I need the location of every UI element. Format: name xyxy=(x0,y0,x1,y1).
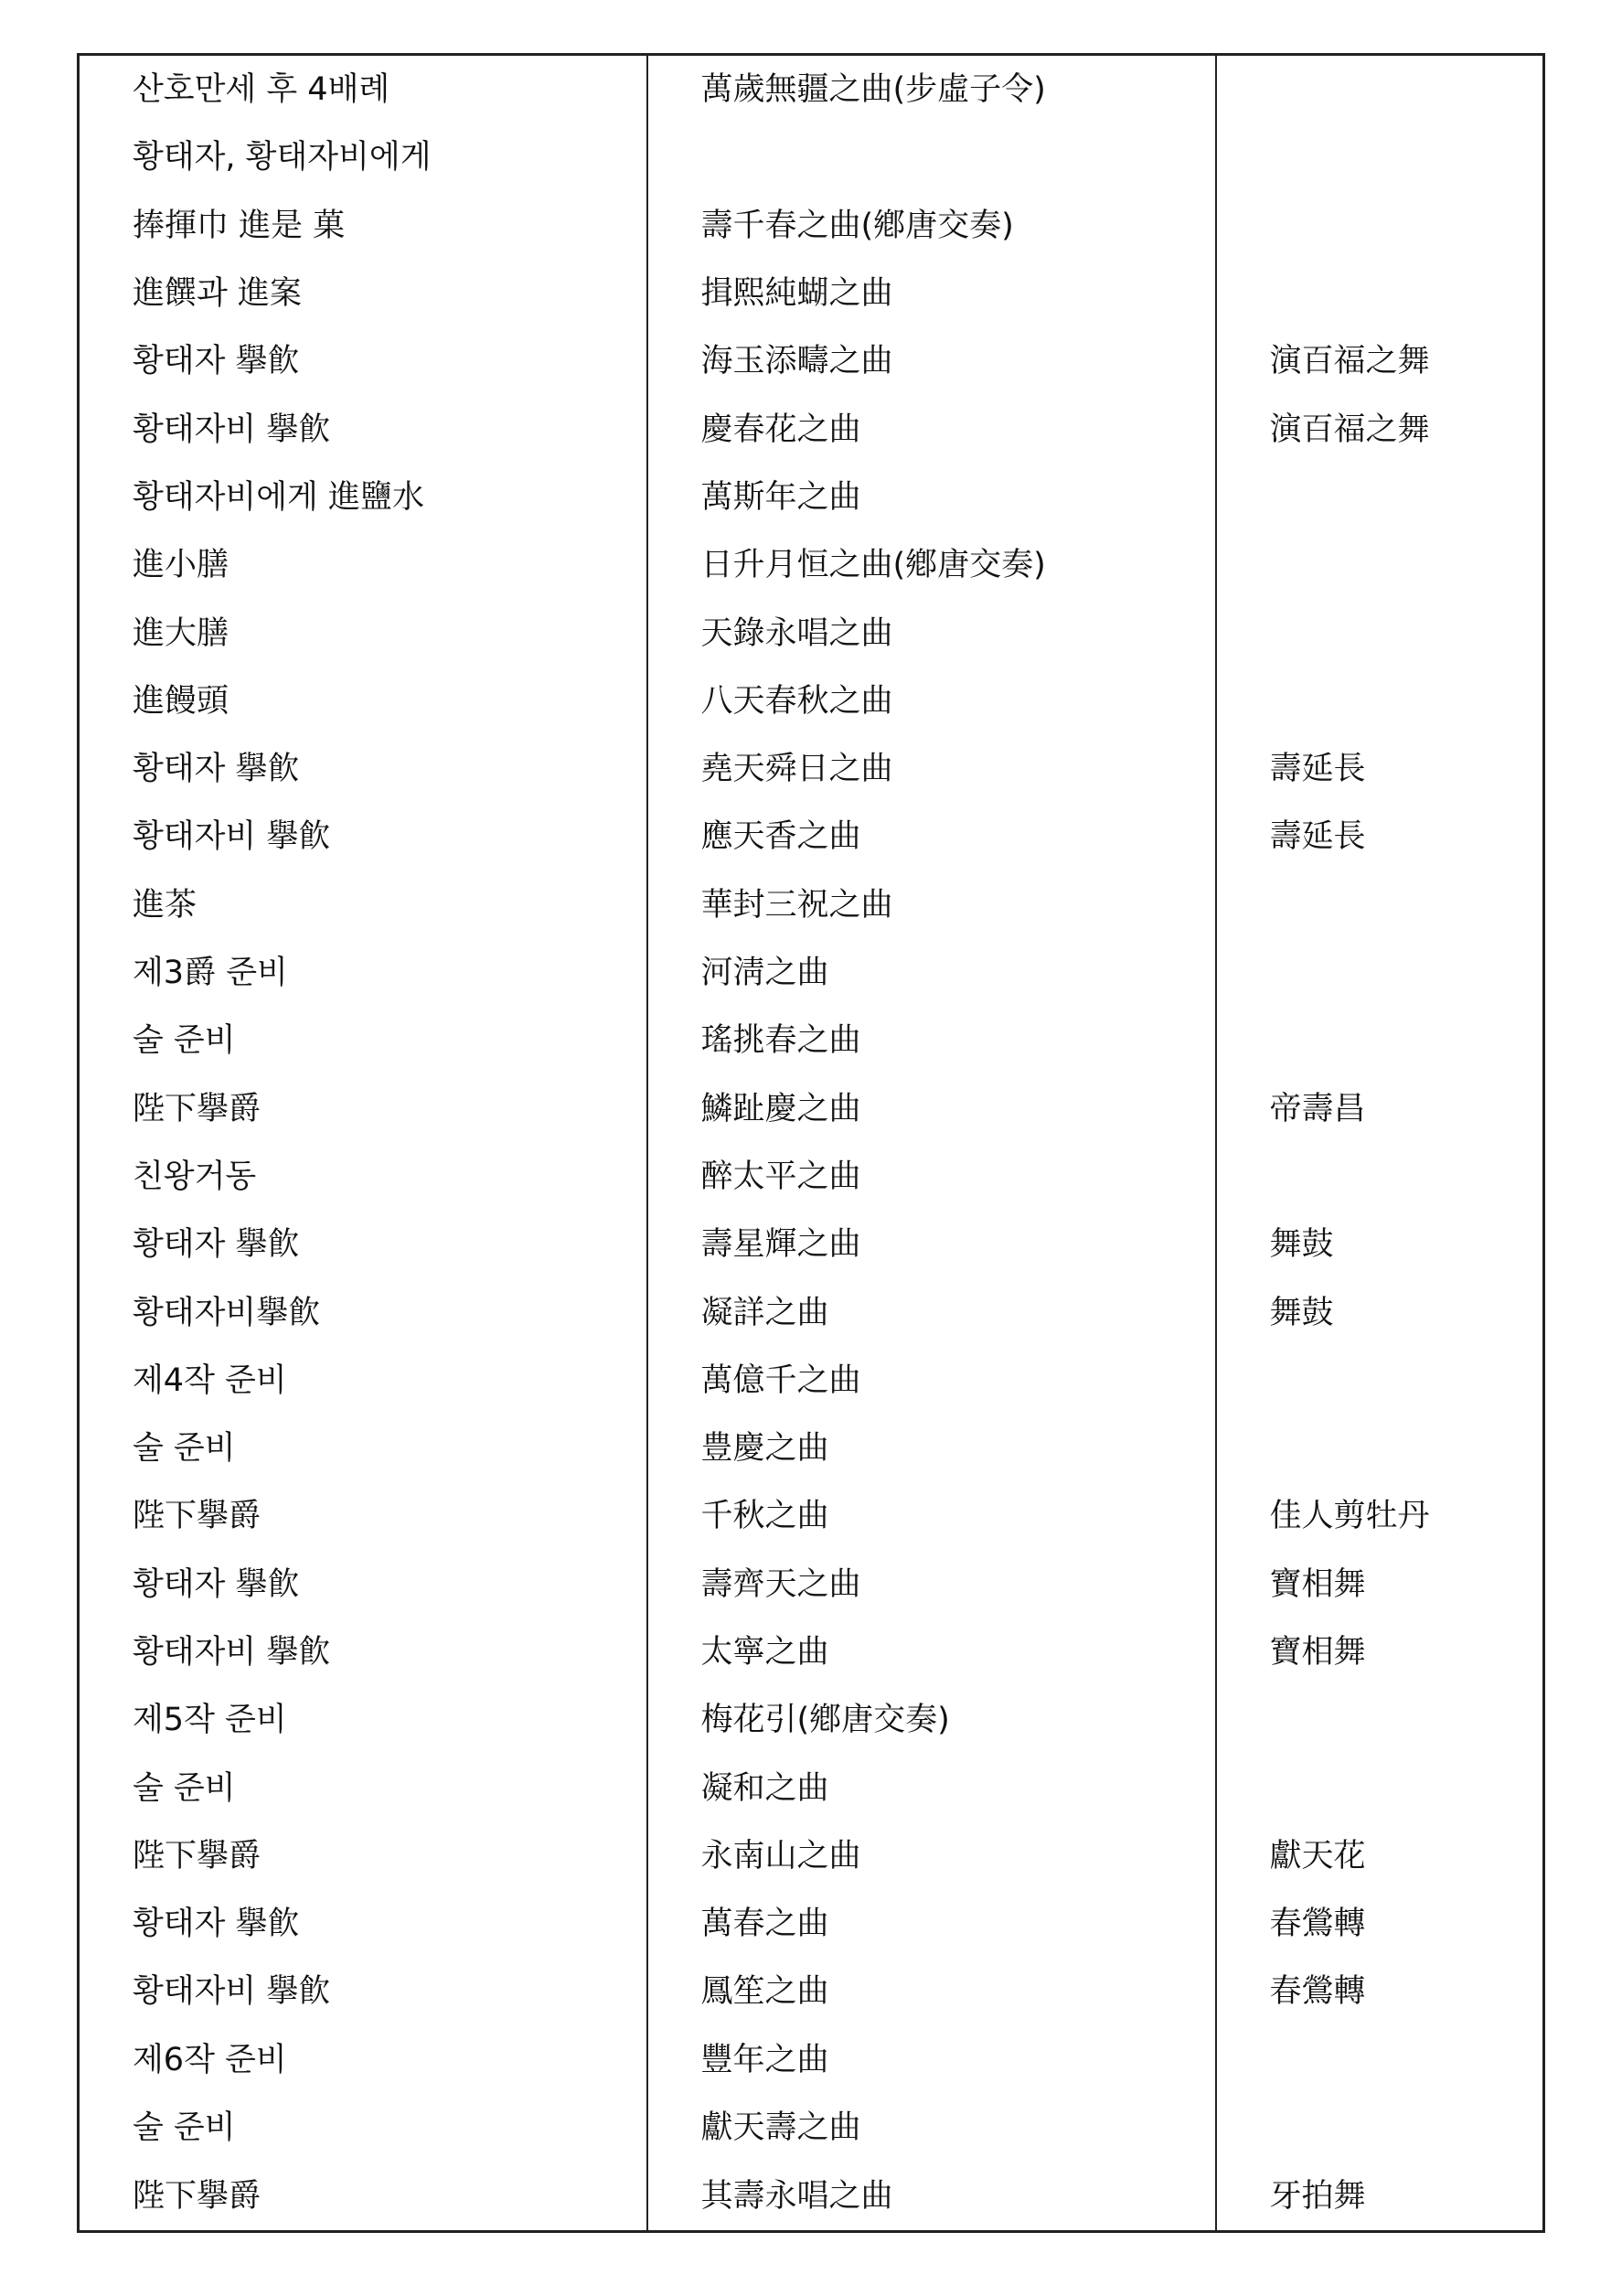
procedure-cell: 친왕거동 xyxy=(79,1143,647,1211)
procedure-cell: 陛下擧爵 xyxy=(79,1482,647,1550)
table-row xyxy=(79,1482,1544,1550)
table-row xyxy=(79,667,1544,735)
procedure-cell: 술 준비 xyxy=(79,1754,647,1821)
procedure-cell: 황태자 擧飮 xyxy=(79,1551,647,1618)
table-row xyxy=(79,1347,1544,1415)
music-cell: 豐年之曲 xyxy=(647,2026,1216,2094)
procedure-cell: 제6작 준비 xyxy=(79,2026,647,2094)
music-cell: 千秋之曲 xyxy=(647,1482,1216,1550)
dance-cell xyxy=(1216,939,1544,1007)
table-row xyxy=(79,735,1544,803)
procedure-cell: 술 준비 xyxy=(79,1007,647,1074)
music-cell xyxy=(647,123,1216,191)
dance-cell xyxy=(1216,531,1544,599)
music-cell: 豊慶之曲 xyxy=(647,1415,1216,1482)
procedure-cell: 進茶 xyxy=(79,871,647,939)
dance-cell xyxy=(1216,1347,1544,1415)
dance-cell: 舞鼓 xyxy=(1216,1278,1544,1346)
procedure-cell: 進大膳 xyxy=(79,599,647,667)
ceremony-music-table xyxy=(77,53,1545,2233)
table-row xyxy=(79,1754,1544,1821)
dance-cell xyxy=(1216,192,1544,260)
table-row xyxy=(79,1890,1544,1958)
table-row xyxy=(79,939,1544,1007)
music-cell: 萬斯年之曲 xyxy=(647,464,1216,531)
music-cell: 揖熙純蝴之曲 xyxy=(647,260,1216,327)
music-cell: 八天春秋之曲 xyxy=(647,667,1216,735)
table-row xyxy=(79,260,1544,327)
dance-cell xyxy=(1216,871,1544,939)
procedure-cell: 捧揮巾 進是 菓 xyxy=(79,192,647,260)
table-row xyxy=(79,1686,1544,1754)
music-cell: 鱗趾慶之曲 xyxy=(647,1074,1216,1142)
music-cell: 永南山之曲 xyxy=(647,1822,1216,1890)
table-row xyxy=(79,1211,1544,1278)
dance-cell: 獻天花 xyxy=(1216,1822,1544,1890)
dance-cell: 演百福之舞 xyxy=(1216,396,1544,464)
dance-cell: 帝壽昌 xyxy=(1216,1074,1544,1142)
procedure-cell: 進饅頭 xyxy=(79,667,647,735)
procedure-cell: 술 준비 xyxy=(79,2094,647,2162)
dance-cell xyxy=(1216,1754,1544,1821)
music-cell: 日升月恒之曲(鄕唐交奏) xyxy=(647,531,1216,599)
dance-cell xyxy=(1216,260,1544,327)
music-cell: 鳳笙之曲 xyxy=(647,1958,1216,2025)
music-cell: 萬歲無疆之曲(步虛子令) xyxy=(647,55,1216,124)
dance-cell: 春鶯轉 xyxy=(1216,1890,1544,1958)
table-body xyxy=(79,55,1544,2232)
procedure-cell: 陛下擧爵 xyxy=(79,1074,647,1142)
music-cell: 萬春之曲 xyxy=(647,1890,1216,1958)
dance-cell xyxy=(1216,1007,1544,1074)
procedure-cell: 陛下擧爵 xyxy=(79,2162,647,2231)
music-cell: 慶春花之曲 xyxy=(647,396,1216,464)
music-cell: 其壽永唱之曲 xyxy=(647,2162,1216,2231)
procedure-cell: 제5작 준비 xyxy=(79,1686,647,1754)
procedure-cell: 황태자비 擧飮 xyxy=(79,1958,647,2025)
music-cell: 獻天壽之曲 xyxy=(647,2094,1216,2162)
procedure-cell: 황태자 擧飮 xyxy=(79,735,647,803)
table-row xyxy=(79,1074,1544,1142)
music-cell: 瑤挑春之曲 xyxy=(647,1007,1216,1074)
table-row xyxy=(79,2094,1544,2162)
table-row xyxy=(79,396,1544,464)
table-row xyxy=(79,1415,1544,1482)
music-cell: 海玉添疇之曲 xyxy=(647,327,1216,395)
music-cell: 梅花引(鄕唐交奏) xyxy=(647,1686,1216,1754)
procedure-cell: 進饌과 進案 xyxy=(79,260,647,327)
table-row xyxy=(79,2162,1544,2231)
music-cell: 凝和之曲 xyxy=(647,1754,1216,1821)
table-row xyxy=(79,123,1544,191)
music-cell: 醉太平之曲 xyxy=(647,1143,1216,1211)
table-row xyxy=(79,871,1544,939)
procedure-cell: 제4작 준비 xyxy=(79,1347,647,1415)
dance-cell: 演百福之舞 xyxy=(1216,327,1544,395)
dance-cell: 寶相舞 xyxy=(1216,1551,1544,1618)
table-row xyxy=(79,55,1544,124)
dance-cell xyxy=(1216,1686,1544,1754)
table-row xyxy=(79,803,1544,870)
procedure-cell: 산호만세 후 4배례 xyxy=(79,55,647,124)
procedure-cell: 황태자비에게 進鹽水 xyxy=(79,464,647,531)
table-row xyxy=(79,464,1544,531)
procedure-cell: 황태자비 擧飮 xyxy=(79,1618,647,1686)
music-cell: 太寧之曲 xyxy=(647,1618,1216,1686)
procedure-cell: 進小膳 xyxy=(79,531,647,599)
dance-cell xyxy=(1216,1415,1544,1482)
table-row xyxy=(79,1618,1544,1686)
music-cell: 壽齊天之曲 xyxy=(647,1551,1216,1618)
dance-cell: 佳人剪牡丹 xyxy=(1216,1482,1544,1550)
dance-cell: 舞鼓 xyxy=(1216,1211,1544,1278)
music-cell: 河淸之曲 xyxy=(647,939,1216,1007)
music-cell: 華封三祝之曲 xyxy=(647,871,1216,939)
music-cell: 應天香之曲 xyxy=(647,803,1216,870)
table-row xyxy=(79,192,1544,260)
procedure-cell: 황태자 擧飮 xyxy=(79,327,647,395)
dance-cell xyxy=(1216,55,1544,124)
dance-cell xyxy=(1216,123,1544,191)
procedure-cell: 황태자 擧飮 xyxy=(79,1211,647,1278)
dance-cell xyxy=(1216,2026,1544,2094)
dance-cell: 壽延長 xyxy=(1216,803,1544,870)
music-cell: 壽星輝之曲 xyxy=(647,1211,1216,1278)
dance-cell xyxy=(1216,599,1544,667)
table-row xyxy=(79,599,1544,667)
table-row xyxy=(79,531,1544,599)
procedure-cell: 황태자비擧飮 xyxy=(79,1278,647,1346)
table-row xyxy=(79,2026,1544,2094)
procedure-cell: 황태자비 擧飮 xyxy=(79,396,647,464)
dance-cell: 壽延長 xyxy=(1216,735,1544,803)
table-row xyxy=(79,1278,1544,1346)
table-row xyxy=(79,327,1544,395)
procedure-cell: 陛下擧爵 xyxy=(79,1822,647,1890)
music-cell: 凝詳之曲 xyxy=(647,1278,1216,1346)
procedure-cell: 황태자 擧飮 xyxy=(79,1890,647,1958)
table-row xyxy=(79,1822,1544,1890)
dance-cell xyxy=(1216,464,1544,531)
procedure-cell: 황태자비 擧飮 xyxy=(79,803,647,870)
table-row xyxy=(79,1958,1544,2025)
table-row xyxy=(79,1143,1544,1211)
table-row xyxy=(79,1007,1544,1074)
dance-cell: 寶相舞 xyxy=(1216,1618,1544,1686)
dance-cell: 牙拍舞 xyxy=(1216,2162,1544,2231)
dance-cell xyxy=(1216,667,1544,735)
procedure-cell: 제3爵 준비 xyxy=(79,939,647,1007)
music-cell: 壽千春之曲(鄕唐交奏) xyxy=(647,192,1216,260)
dance-cell: 春鶯轉 xyxy=(1216,1958,1544,2025)
table-row xyxy=(79,1551,1544,1618)
dance-cell xyxy=(1216,1143,1544,1211)
music-cell: 萬億千之曲 xyxy=(647,1347,1216,1415)
procedure-cell: 술 준비 xyxy=(79,1415,647,1482)
music-cell: 天錄永唱之曲 xyxy=(647,599,1216,667)
dance-cell xyxy=(1216,2094,1544,2162)
procedure-cell: 황태자, 황태자비에게 xyxy=(79,123,647,191)
music-cell: 堯天舜日之曲 xyxy=(647,735,1216,803)
